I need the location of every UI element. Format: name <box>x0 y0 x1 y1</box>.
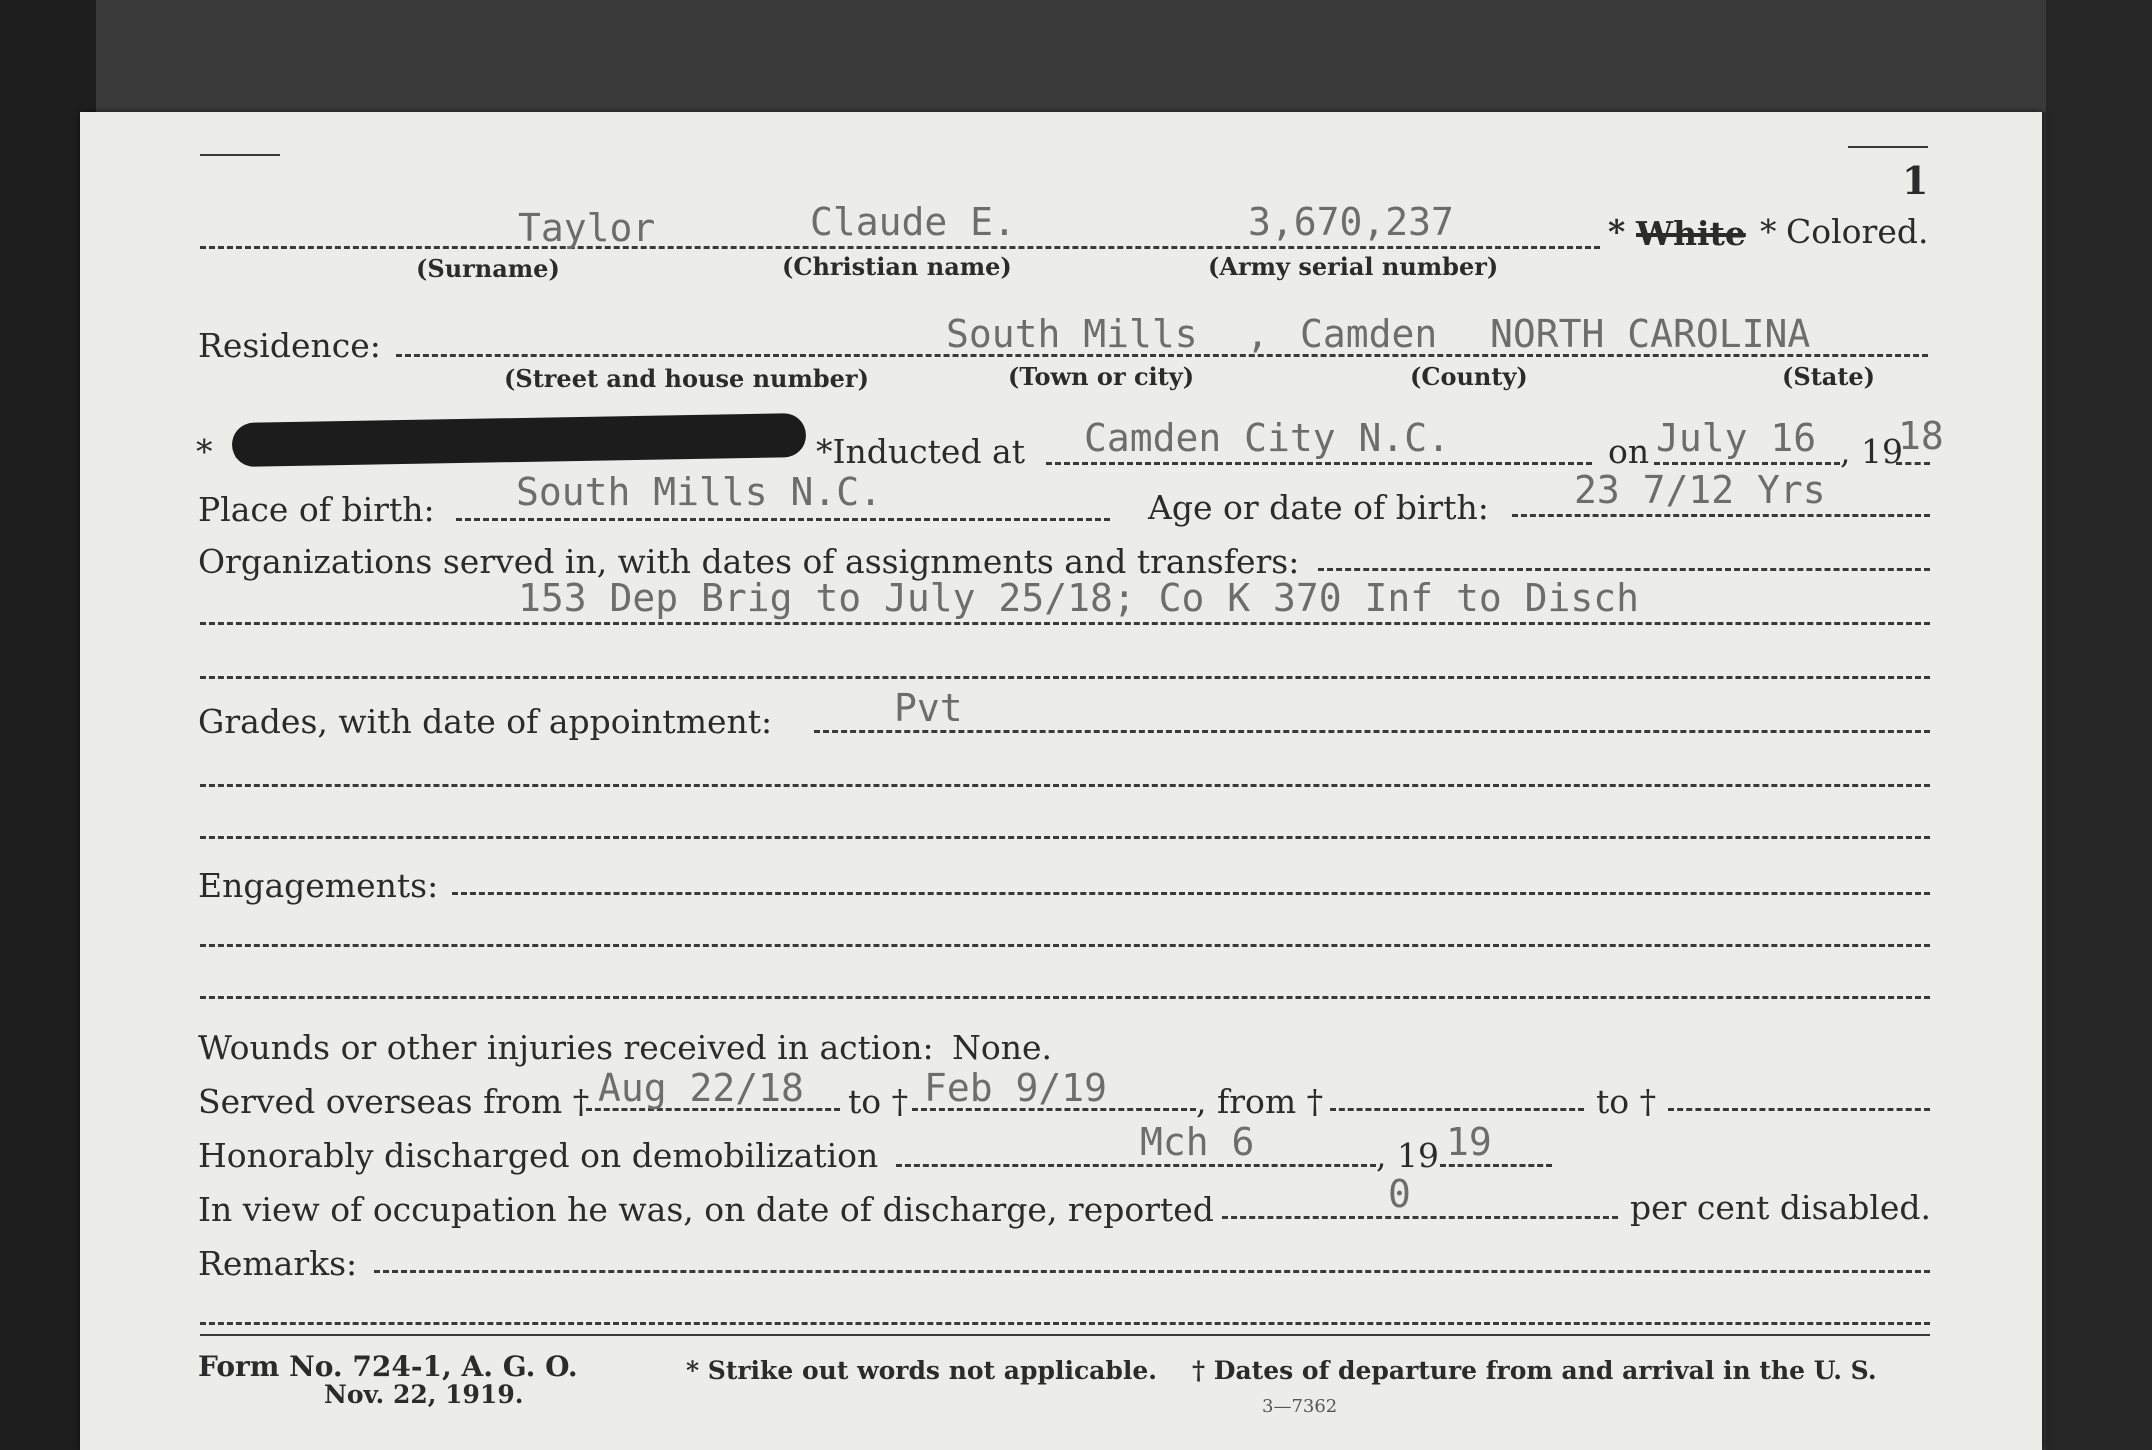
remarks-rule-1 <box>374 1270 1930 1273</box>
surname-value: Taylor <box>518 206 656 250</box>
caption-street: (Street and house number) <box>504 364 869 393</box>
induction-year: 18 <box>1898 414 1944 458</box>
engagements-rule-1 <box>452 892 1930 895</box>
residence-town: South Mills <box>946 312 1198 356</box>
organizations-label: Organizations served in, with dates of assignments and transfers: <box>198 542 1300 581</box>
form-number: Form No. 724-1, A. G. O. <box>198 1350 578 1383</box>
engagements-label: Engagements: <box>198 866 439 905</box>
organizations-rule-1 <box>1318 568 1930 571</box>
asterisk-colored: * <box>1760 212 1777 251</box>
overseas-to2-rule <box>1668 1108 1930 1111</box>
residence-separator: , <box>1246 312 1269 356</box>
grades-entry: Pvt <box>894 686 963 730</box>
discharge-label: Honorably discharged on demobilization <box>198 1136 879 1175</box>
footer-divider <box>200 1334 1930 1336</box>
remarks-label: Remarks: <box>198 1244 358 1283</box>
discharge-date: Mch 6 <box>1140 1120 1255 1164</box>
induction-asterisk: * <box>196 432 213 471</box>
residence-county: Camden <box>1300 312 1438 356</box>
induction-date: July 16 <box>1656 416 1817 460</box>
caption-county: (County) <box>1410 362 1528 391</box>
age-value: 23 7/12 Yrs <box>1574 468 1826 512</box>
form-date: Nov. 22, 1919. <box>324 1380 524 1409</box>
induction-year-prefix: , 19 <box>1840 432 1903 471</box>
overseas-to-date: Feb 9/19 <box>924 1066 1108 1110</box>
organizations-entry: 153 Dep Brig to July 25/18; Co K 370 Inf to Disch <box>518 576 1640 620</box>
wounds-value: None. <box>952 1028 1053 1067</box>
caption-town: (Town or city) <box>1008 362 1195 391</box>
top-left-rule <box>200 154 280 156</box>
serial-number-value: 3,670,237 <box>1248 200 1454 244</box>
overseas-to2-label: to † <box>1596 1082 1657 1121</box>
printer-mark: 3—7362 <box>1262 1396 1338 1417</box>
name-line-rule <box>200 246 1600 249</box>
organizations-rule-3 <box>200 676 1930 679</box>
discharge-year-prefix: , 19 <box>1376 1136 1439 1175</box>
wounds-label: Wounds or other injuries received in action: <box>198 1028 934 1067</box>
disability-rule <box>1222 1216 1618 1219</box>
overseas-label: Served overseas from † <box>198 1082 590 1121</box>
caption-christian-name: (Christian name) <box>782 252 1012 281</box>
engagements-rule-2 <box>200 944 1930 947</box>
overseas-from2-rule <box>1330 1108 1584 1111</box>
overseas-from2-label: , from † <box>1196 1082 1324 1121</box>
race-colored: Colored. <box>1786 212 1929 251</box>
race-white-struck: White <box>1636 214 1746 253</box>
place-of-birth-label: Place of birth: <box>198 490 435 529</box>
place-of-birth-rule <box>456 518 1110 521</box>
card-number: 1 <box>1902 158 1929 203</box>
scanner-background-top <box>0 0 2152 112</box>
disability-value: 0 <box>1388 1172 1411 1216</box>
footnote-strike-out: * Strike out words not applicable. <box>686 1356 1157 1385</box>
grades-rule-2 <box>200 784 1930 787</box>
inducted-at-place: Camden City N.C. <box>1084 416 1451 460</box>
residence-state: NORTH CAROLINA <box>1490 312 1811 356</box>
caption-serial-number: (Army serial number) <box>1208 252 1499 281</box>
overseas-to-label: to † <box>848 1082 909 1121</box>
age-label: Age or date of birth: <box>1148 488 1489 527</box>
christian-name-value: Claude E. <box>810 200 1016 244</box>
disability-label: In view of occupation he was, on date of discharge, reported <box>198 1190 1214 1229</box>
induction-year-rule <box>1896 462 1930 465</box>
on-label: on <box>1608 432 1650 471</box>
overseas-from-date: Aug 22/18 <box>598 1066 804 1110</box>
age-rule <box>1512 514 1930 517</box>
caption-state: (State) <box>1782 362 1876 391</box>
footnote-dates: † Dates of departure from and arrival in the U. S. <box>1192 1356 1877 1385</box>
scanner-background-right <box>2046 0 2152 1450</box>
place-of-birth-value: South Mills N.C. <box>516 470 883 514</box>
grades-rule-1 <box>814 730 1930 733</box>
grades-rule-3 <box>200 836 1930 839</box>
residence-label: Residence: <box>198 326 381 365</box>
discharge-year: 19 <box>1446 1120 1492 1164</box>
inducted-at-rule <box>1046 462 1592 465</box>
discharge-year-rule <box>1440 1164 1552 1167</box>
grades-label: Grades, with date of appointment: <box>198 702 773 741</box>
discharge-date-rule <box>896 1164 1376 1167</box>
induction-date-rule <box>1654 462 1840 465</box>
asterisk-white: * <box>1608 212 1626 251</box>
remarks-rule-2 <box>200 1322 1930 1325</box>
engagements-rule-3 <box>200 996 1930 999</box>
top-right-rule <box>1848 146 1928 148</box>
organizations-rule-2 <box>200 622 1930 625</box>
inducted-at-label: *Inducted at <box>816 432 1025 471</box>
disability-suffix: per cent disabled. <box>1630 1188 1932 1227</box>
caption-surname: (Surname) <box>416 254 560 283</box>
